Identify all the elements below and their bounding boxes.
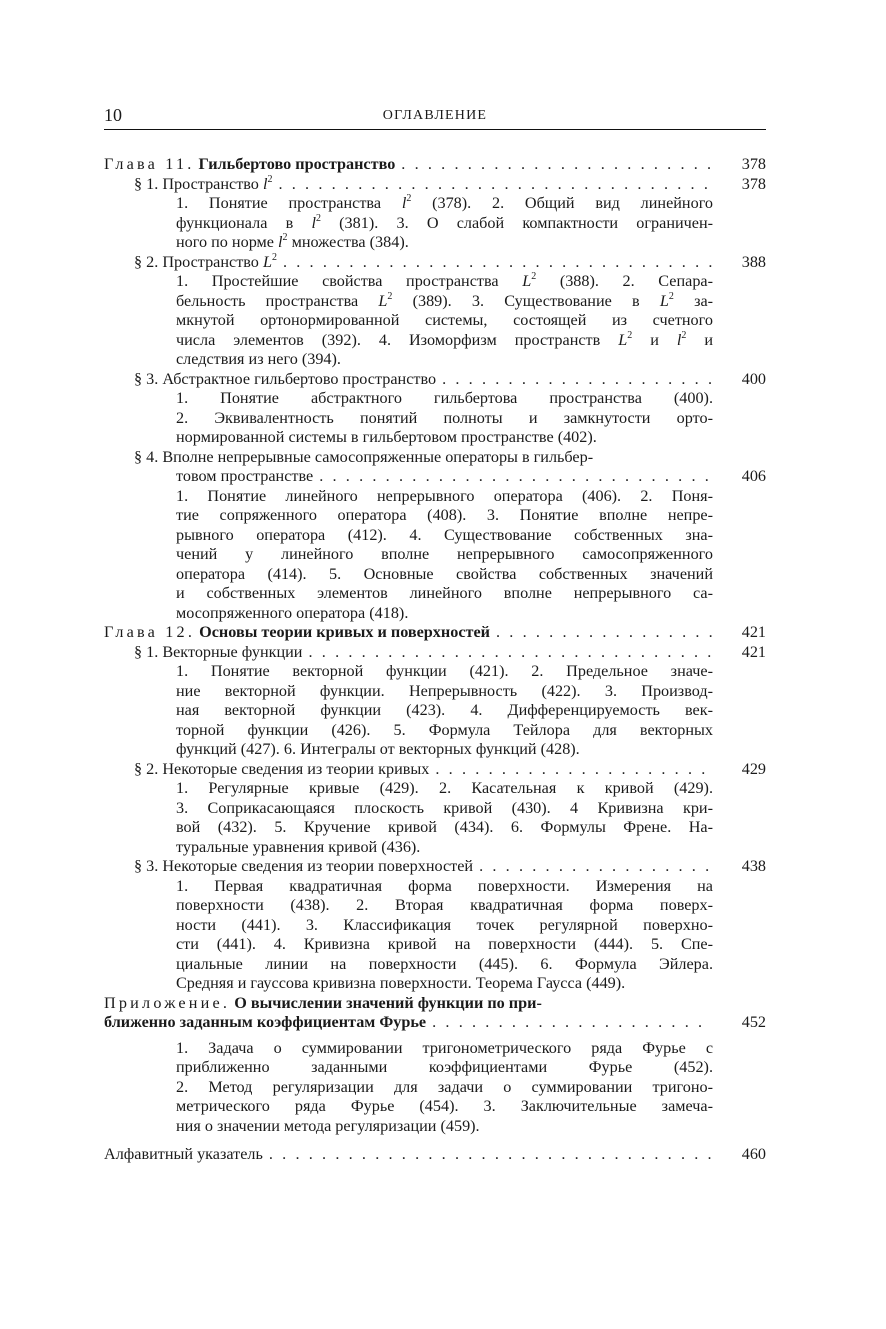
subsection-line: Средняя и гауссова кривизна поверхности. Теорема Гаусса (449). (176, 974, 626, 992)
section-title-continued: товом пространстве (176, 467, 314, 485)
table-of-contents (104, 155, 766, 1165)
section-title: Пространство (162, 252, 259, 271)
header-rule (104, 129, 766, 130)
toc-section-11-4-cont[interactable] (176, 467, 766, 487)
chapter-title: Основы теории кривых и поверхностей (199, 623, 490, 641)
leader-dots (432, 1013, 712, 1033)
appendix-title: О вычислении значений функции по при- (234, 993, 542, 1012)
section-title: Абстрактное гильбертово пространство (162, 369, 437, 388)
subsection-line: 1. Регулярные кривые (429). 2. Касательная к кривой (429). (176, 779, 713, 797)
page-ref: 378 (741, 174, 766, 193)
page-ref: 421 (741, 642, 766, 661)
section-title: Некоторые сведения из теории кривых (162, 759, 430, 778)
subsection-line: туральные уравнения кривой (436). (176, 837, 421, 856)
toc-appendix-cont[interactable] (104, 1013, 766, 1033)
toc-section-11-3[interactable] (104, 370, 766, 390)
leader-dots (308, 643, 712, 663)
toc-chapter-12[interactable] (104, 623, 766, 643)
subsection-line: ного по норме $l^2$ множества (384). (176, 232, 409, 251)
section-title: Пространство (162, 174, 259, 193)
subsection-line: рывного оператора (412). 4. Существование собственных зна- (176, 525, 713, 544)
leader-dots (496, 623, 712, 643)
subsection-line: поверхности (438). 2. Вторая квадратичная форма поверх- (176, 896, 713, 914)
toc-chapter-11[interactable] (104, 155, 766, 175)
subsection-line: циальные линии на поверхности (445). 6. Формула Эйлера. (176, 954, 713, 973)
subsection-line: сти (441). 4. Кривизна кривой на поверхности (444). 5. Спе- (176, 935, 713, 953)
section-title: Вполне непрерывные самосопряженные операторы в гильбер- (162, 447, 594, 466)
section-number: § 1. (134, 174, 159, 193)
leader-dots (319, 467, 712, 487)
section-title: Некоторые сведения из теории поверхностей (162, 857, 474, 875)
subsection-line: вой (432). 5. Кручение кривой (434). 6. Формулы Френе. На- (176, 818, 713, 836)
page-ref: 438 (741, 857, 766, 875)
section-number: § 1. (134, 642, 159, 661)
subsection-line: 3. Соприкасающаяся плоскость кривой (430). 4 Кривизна кри- (176, 798, 713, 817)
subsection-line: чений у линейного вполне непрерывного самосопряженного (176, 545, 713, 563)
leader-dots (283, 253, 712, 273)
running-title: ОГЛАВЛЕНИЕ (382, 108, 488, 123)
section-number: § 3. (134, 857, 159, 875)
subsection-line: 1. Простейшие свойства пространства $L^2$ (388). 2. Сепара- (176, 271, 714, 290)
subsection-line: и собственных элементов линейного вполне непрерывного са- (176, 584, 713, 602)
subsection-line: мкнутой ортонормированной системы, состоящей из счетного (176, 311, 713, 329)
subsection-line: следствия из него (394). (176, 350, 341, 368)
toc-section-11-4[interactable] (104, 448, 766, 468)
subsection-line: функционала в $l^2$ (381). 3. О слабой компактности ограничен- (176, 212, 714, 232)
subsection-line: ния о значении метода регуляризации (459). (176, 1116, 480, 1135)
toc-section-11-2[interactable] (104, 253, 766, 273)
appendix-prefix: Приложение. (104, 993, 231, 1012)
subsection-line: 1. Задача о суммировании тригонометрического ряда Фурье с (176, 1038, 713, 1057)
subsection-line: тие сопряженного оператора (408). 3. Понятие вполне непре- (176, 506, 713, 524)
section-number: § 2. (134, 252, 159, 271)
subsection-line: 1. Первая квадратичная форма поверхности. Измерения на (176, 876, 713, 895)
page-ref: 452 (741, 1013, 766, 1031)
subsection-line: ние векторной функции. Непрерывность (422). 3. Производ- (176, 681, 713, 700)
leader-dots (479, 857, 712, 877)
subsection-line: приближенно заданными коэффициентами Фурье (452). (176, 1058, 713, 1076)
subsection-line: 2. Метод регуляризации для задачи о суммировании тригоно- (176, 1077, 713, 1096)
subsection-line: оператора (414). 5. Основные свойства собственных значений (176, 564, 713, 583)
page-ref: 460 (741, 1145, 766, 1163)
subsection-line: 1. Понятие линейного непрерывного оператора (406). 2. Поня- (176, 486, 713, 505)
math-symbol: L (262, 252, 272, 271)
subsection-line: числа элементов (392). 4. Изоморфизм пространств $L^2$ и $l^2$ и (176, 329, 713, 349)
page-ref: 388 (741, 252, 766, 271)
subsection-line: бельность пространства $L^2$ (389). 3. Существование в $L^2$ за- (176, 290, 714, 310)
toc-section-11-1[interactable] (104, 175, 766, 195)
chapter-title: Гильбертово пространство (198, 155, 396, 173)
page-ref: 378 (741, 155, 766, 173)
page-ref: 421 (741, 623, 766, 641)
subsection-line: ности (441). 3. Классификация точек регулярной поверхно- (176, 915, 713, 934)
subsection-line: 1. Понятие пространства $l^2$ (378). 2. Общий вид линейного (176, 193, 714, 212)
toc-section-12-2[interactable] (104, 760, 766, 780)
index-title: Алфавитный указатель (104, 1145, 263, 1163)
section-number: § 2. (134, 759, 159, 778)
subsection-line: ная векторной функции (423). 4. Дифференцируемость век- (176, 701, 713, 719)
page-ref: 429 (741, 759, 766, 778)
leader-dots (269, 1145, 712, 1165)
subsection-line: нормированной системы в гильбертовом пространстве (402). (176, 428, 597, 446)
running-head (104, 105, 766, 129)
appendix-title-continued: ближенно заданным коэффициентам Фурье (104, 1013, 427, 1031)
chapter-prefix: Глава 12. (104, 623, 196, 641)
subsection-line: функций (427). 6. Интегралы от векторных функций (428). (176, 740, 580, 758)
leader-dots (442, 370, 712, 390)
leader-dots (435, 760, 712, 780)
toc-index[interactable] (104, 1145, 766, 1165)
page-ref: 400 (741, 369, 766, 388)
subsection-line: мосопряженного оператора (418). (176, 603, 409, 622)
page-ref: 406 (741, 467, 766, 485)
math-superscript: 2 (271, 251, 277, 263)
section-title: Векторные функции (162, 642, 303, 661)
book-page (104, 0, 766, 1329)
leader-dots (278, 175, 712, 195)
section-number: § 4. (134, 447, 159, 466)
subsection-line: торной функции (426). 5. Формула Тейлора для векторных (176, 720, 713, 739)
page-number: 10 (104, 105, 122, 125)
math-symbol: l (262, 174, 268, 193)
toc-appendix[interactable] (104, 994, 766, 1014)
subsection-line: 2. Эквивалентность понятий полноты и замкнутости орто- (176, 408, 713, 427)
leader-dots (401, 155, 712, 175)
subsection-line: 1. Понятие векторной функции (421). 2. Предельное значе- (176, 662, 713, 680)
section-number: § 3. (134, 369, 159, 388)
chapter-prefix: Глава 11. (104, 155, 195, 173)
toc-section-12-1[interactable] (104, 643, 766, 663)
math-superscript: 2 (267, 173, 273, 185)
subsection-line: метрического ряда Фурье (454). 3. Заключительные замеча- (176, 1097, 713, 1115)
toc-section-12-3[interactable] (104, 857, 766, 877)
subsection-line: 1. Понятие абстрактного гильбертова пространства (400). (176, 389, 713, 407)
